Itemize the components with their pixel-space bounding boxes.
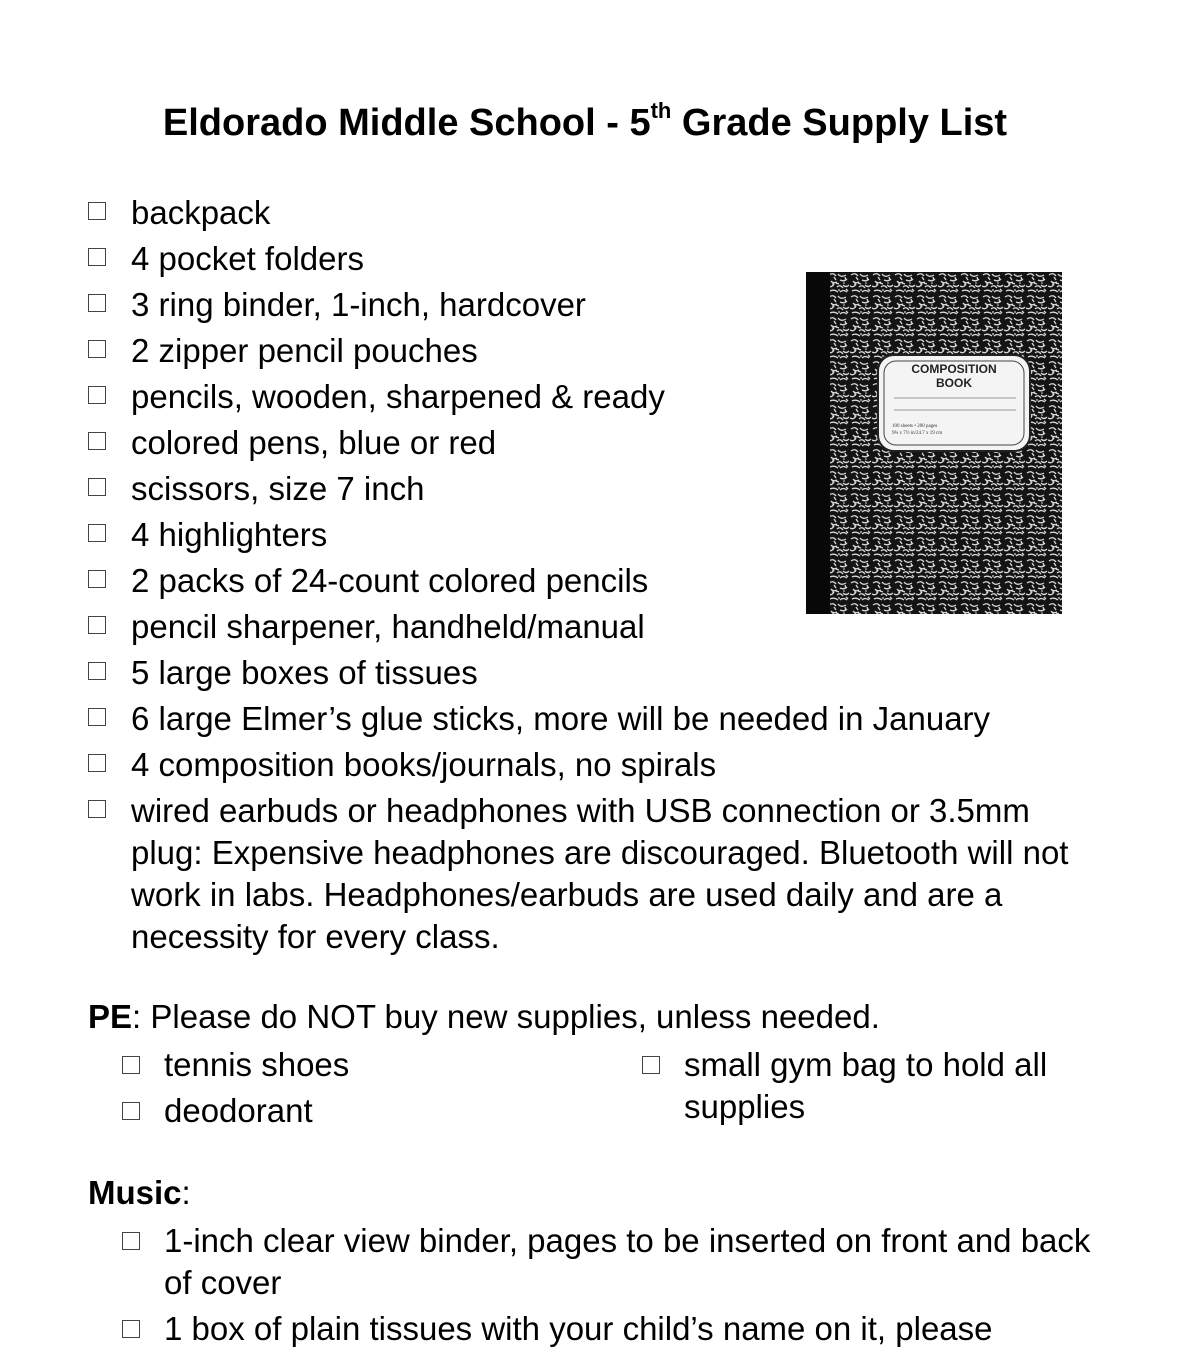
list-item [88, 650, 1098, 696]
list-item [642, 1044, 1124, 1128]
title-rest: Grade Supply List [671, 102, 1008, 144]
item-label: colored pens, blue or red [131, 424, 497, 461]
list-item [88, 190, 1098, 236]
item-label: 1 box of plain tissues with your child’s name on it, please [164, 1310, 993, 1347]
item-label: 5 large boxes of tissues [131, 654, 478, 691]
checkbox[interactable] [88, 524, 106, 542]
checkbox[interactable] [88, 432, 106, 450]
pe-heading [88, 998, 880, 1036]
item-label: 6 large Elmer’s glue sticks, more will be needed in January [131, 700, 991, 737]
notebook-small-text-1: 100 sheets • 200 pages [892, 424, 938, 429]
title-main: Eldorado Middle School - 5 [162, 102, 651, 144]
pe-label: PE [88, 998, 133, 1035]
item-label: pencils, wooden, sharpened & ready [131, 378, 665, 415]
checkbox[interactable] [88, 662, 106, 680]
item-label: 3 ring binder, 1-inch, hardcover [131, 286, 586, 323]
checkbox[interactable] [642, 1056, 660, 1074]
list-item [122, 1220, 1124, 1304]
checkbox[interactable] [88, 616, 106, 634]
checkbox[interactable] [88, 340, 106, 358]
list-item [88, 696, 1098, 742]
list-item [88, 742, 1098, 788]
music-heading [88, 1174, 191, 1212]
checkbox[interactable] [122, 1320, 140, 1338]
list-item [122, 1090, 624, 1132]
page-title [0, 98, 1170, 145]
checkbox[interactable] [88, 248, 106, 266]
notebook-label-line1: COMPOSITION [911, 362, 997, 376]
notebook-label-line2: BOOK [936, 376, 972, 390]
item-label: scissors, size 7 inch [131, 470, 425, 507]
title-superscript: th [650, 98, 672, 123]
checkbox[interactable] [88, 478, 106, 496]
composition-book-image [806, 272, 1062, 614]
item-label: 2 packs of 24-count colored pencils [131, 562, 649, 599]
checkbox[interactable] [122, 1056, 140, 1074]
music-text: : [181, 1174, 191, 1211]
item-label: tennis shoes [164, 1046, 350, 1083]
item-label: deodorant [164, 1092, 313, 1129]
item-label: backpack [131, 194, 271, 231]
checkbox[interactable] [88, 800, 106, 818]
list-item [88, 788, 1098, 958]
item-label: 4 highlighters [131, 516, 328, 553]
checkbox[interactable] [88, 386, 106, 404]
item-label: 4 pocket folders [131, 240, 364, 277]
item-label: small gym bag to hold all supplies [684, 1046, 1048, 1125]
item-label: 2 zipper pencil pouches [131, 332, 478, 369]
item-label: wired earbuds or headphones with USB connection or 3.5mm plug: Expensive headphones are discouraged. Bluetooth will not work in labs. Headphones/earbuds are used daily and are a necessity for every class. [131, 792, 1069, 955]
checkbox[interactable] [88, 754, 106, 772]
checkbox[interactable] [88, 570, 106, 588]
list-item [122, 1308, 1124, 1350]
checkbox[interactable] [122, 1102, 140, 1120]
item-label: 1-inch clear view binder, pages to be inserted on front and back of cover [164, 1222, 1091, 1301]
music-label: Music [88, 1174, 182, 1211]
notebook-small-text-2: 9¾ x 7½ in/24.7 x 19 cm [892, 431, 943, 436]
checkbox[interactable] [122, 1232, 140, 1250]
item-label: pencil sharpener, handheld/manual [131, 608, 645, 645]
pe-text: : Please do NOT buy new supplies, unless needed. [132, 998, 880, 1035]
item-label: 4 composition books/journals, no spirals [131, 746, 717, 783]
list-item [122, 1044, 624, 1086]
checkbox[interactable] [88, 708, 106, 726]
checkbox[interactable] [88, 294, 106, 312]
checkbox[interactable] [88, 202, 106, 220]
